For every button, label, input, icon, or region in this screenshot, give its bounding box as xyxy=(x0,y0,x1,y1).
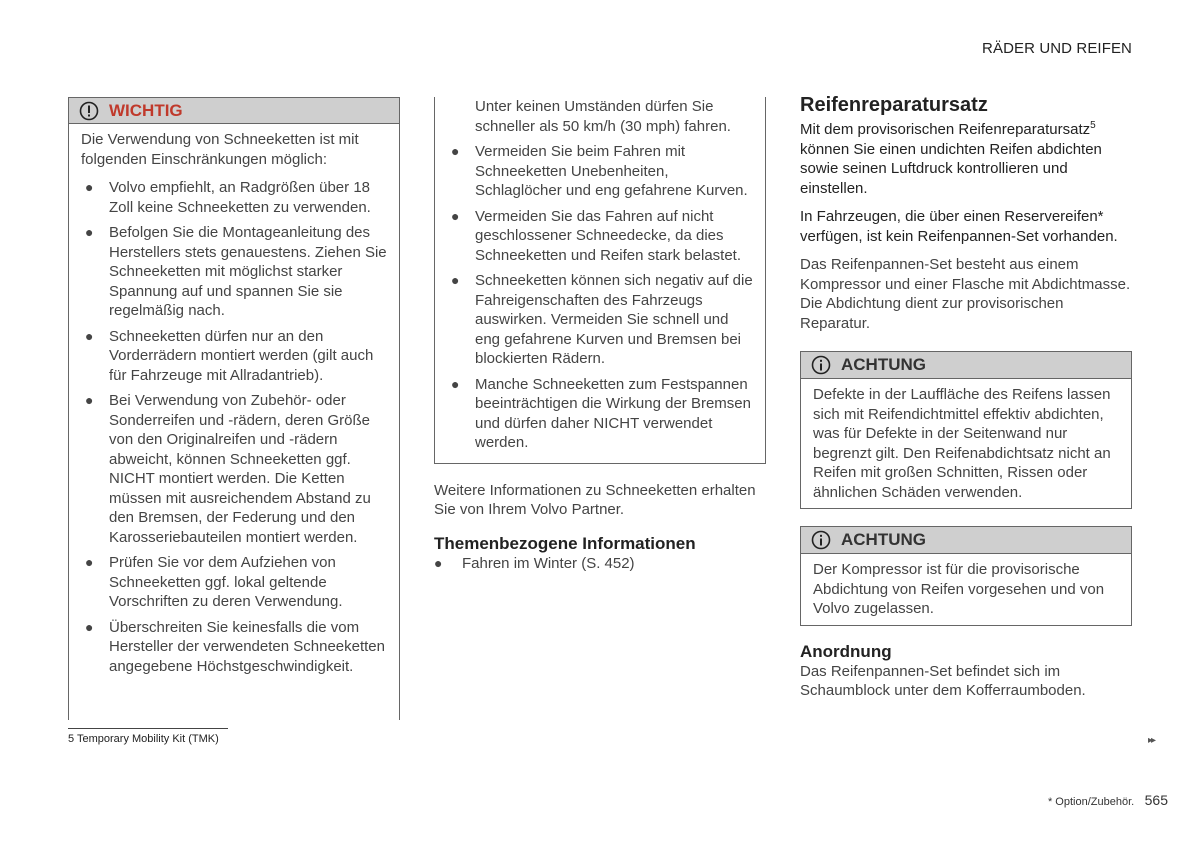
page-heading: Reifenreparatursatz xyxy=(800,94,988,116)
list-item-text: Vermeiden Sie das Fahren auf nicht geschlossener Schneedecke, da dies Schneeketten und Reifen stark belastet. xyxy=(475,207,742,264)
list-item xyxy=(447,375,753,453)
list-item-text: Volvo empfiehlt, an Radgrößen über 18 Zoll keine Schneeketten zu verwenden. xyxy=(109,179,371,216)
bullet-icon: ● xyxy=(85,392,94,408)
list-item-text: Fahren im Winter (S. 452) xyxy=(462,554,635,572)
caution-box-text: Defekte in der Lauffläche des Reifens lassen sich mit Reifendichtmittel effektiv abdichten, was für Defekte in der Seitenwand nur begrenzt gilt. Den Reifenabdichtsatz nicht an Reifen mit großen Schnitten, Rissen oder ähnlichen Schäden verwenden. xyxy=(813,386,1111,501)
related-list xyxy=(434,554,766,574)
caution-box-2 xyxy=(800,526,1132,626)
list-item xyxy=(81,327,387,386)
sub-heading: Anordnung xyxy=(800,641,892,661)
option-note: * Option/Zubehör. xyxy=(1047,796,1135,808)
exclamation-circle-icon xyxy=(79,101,99,121)
caution-box-1 xyxy=(800,351,1132,509)
caution-box-header xyxy=(801,527,1131,554)
warning-box-title: WICHTIG xyxy=(109,100,183,120)
list-item-text: Vermeiden Sie beim Fahren mit Schneeketten Unebenheiten, Schlaglöcher und eng gefahrene Kurven. xyxy=(475,143,748,199)
column-right xyxy=(800,93,1132,710)
more-info-text: Weitere Informationen zu Schneeketten erhalten Sie von Ihrem Volvo Partner. xyxy=(434,481,756,518)
section-title: RÄDER UND REIFEN xyxy=(982,40,1132,57)
list-item xyxy=(447,142,753,201)
list-item xyxy=(81,391,387,547)
list-item-text: Schneeketten dürfen nur an den Vorderrädern montiert werden (gilt auch für Fahrzeuge mit Allradantrieb). xyxy=(109,327,374,384)
related-heading: Themenbezogene Informationen xyxy=(434,533,696,553)
bullet-icon: ● xyxy=(85,179,94,195)
list-item xyxy=(447,271,753,369)
sub-paragraph: Das Reifenpannen-Set befindet sich im Schaumblock unter dem Kofferraumboden. xyxy=(800,662,1086,699)
list-item-text: Bei Verwendung von Zubehör- oder Sonderreifen und -rädern, deren Größe von den Originalreifen und -rädern abweicht, können Schneeketten ggf. NICHT montiert werden. Die Ketten müssen mit ausreichendem Abstand zu den Bremsen, der Federung und den Karosseriebauteilen montiert werden. xyxy=(109,392,371,546)
bullet-icon: ● xyxy=(85,327,94,344)
reserve-paragraph: In Fahrzeugen, die über einen Reservereifen* verfügen, ist kein Reifenpannen-Set vorhanden. xyxy=(800,208,1118,245)
caution-box-title: ACHTUNG xyxy=(841,530,926,549)
warning-intro: Die Verwendung von Schneeketten ist mit folgenden Einschränkungen möglich: xyxy=(81,131,359,168)
set-paragraph: Das Reifenpannen-Set besteht aus einem Kompressor und einer Flasche mit Abdichtmasse. Die Abdichtung dient zur provisorischen Reparatur. xyxy=(800,256,1131,332)
bullet-icon: ● xyxy=(85,618,94,635)
page-number: 565 xyxy=(1144,792,1168,808)
list-item-text: Manche Schneeketten zum Festspannen beeinträchtigen die Wirkung der Bremsen und dürfen daher NICHT verwendet werden. xyxy=(475,375,751,451)
list-item-text: Prüfen Sie vor dem Aufziehen von Schneeketten ggf. lokal geltende Vorschriften zu deren Verwendung. xyxy=(109,554,343,610)
footnote-ref[interactable]: 5 xyxy=(1090,120,1096,131)
list-item-text: Schneeketten können sich negativ auf die Fahreigenschaften des Fahrzeugs auswirken. Vermeiden Sie schnell und eng gefahrene Kurven und Bremsen bei blockierten Rädern. xyxy=(475,272,753,367)
bullet-icon: ● xyxy=(434,554,443,571)
bullet-icon: ● xyxy=(85,554,94,570)
list-item-text: Überschreiten Sie keinesfalls die vom Hersteller der verwendeten Schneeketten angegebene Höchstgeschwindigkeit. xyxy=(109,618,385,675)
info-circle-icon xyxy=(811,355,831,375)
bullet-icon: ● xyxy=(451,375,460,392)
intro-paragraph: Mit dem provisorischen Reifenreparatursatz$^5$ können Sie einen undichten Reifen abdichten sowie seinen Luftdruck kontrollieren und einstellen. xyxy=(800,120,1102,197)
bullet-icon: ● xyxy=(451,272,460,288)
caution-box-header xyxy=(801,352,1131,379)
column-left xyxy=(68,97,400,720)
list-item xyxy=(447,207,753,266)
list-item xyxy=(81,178,387,217)
footnote: 5 Temporary Mobility Kit (TMK) xyxy=(68,733,219,745)
list-item xyxy=(81,553,387,612)
caution-box-title: ACHTUNG xyxy=(841,355,926,374)
bullet-icon: ● xyxy=(451,207,460,224)
footnote-divider xyxy=(68,728,228,729)
bullet-icon: ● xyxy=(451,143,460,159)
list-item xyxy=(81,223,387,321)
warning-box-header xyxy=(68,97,400,124)
caution-box-text: Der Kompressor ist für die provisorische Abdichtung von Reifen vorgesehen und von Volvo zugelassen. xyxy=(813,561,1105,617)
info-circle-icon xyxy=(811,530,831,550)
warning-box xyxy=(68,124,400,720)
next-page-arrows-icon[interactable]: ▸▸ xyxy=(1148,735,1155,746)
warning-bullet-list xyxy=(81,178,387,676)
list-item[interactable] xyxy=(434,554,766,574)
list-item-text: Befolgen Sie die Montageanleitung des Herstellers stets genauestens. Ziehen Sie Schneeketten mit möglichst starker Spannung auf und spannen Sie sie regelmäßig nach. xyxy=(109,224,387,319)
continued-text: Unter keinen Umständen dürfen Sie schneller als 50 km/h (30 mph) fahren. xyxy=(475,98,731,135)
warning-box-continued xyxy=(434,97,766,464)
bullet-icon: ● xyxy=(85,224,94,240)
list-item xyxy=(81,618,387,677)
column-middle xyxy=(434,97,766,579)
continued-bullet-list xyxy=(447,142,753,453)
page-footer xyxy=(900,792,1168,810)
